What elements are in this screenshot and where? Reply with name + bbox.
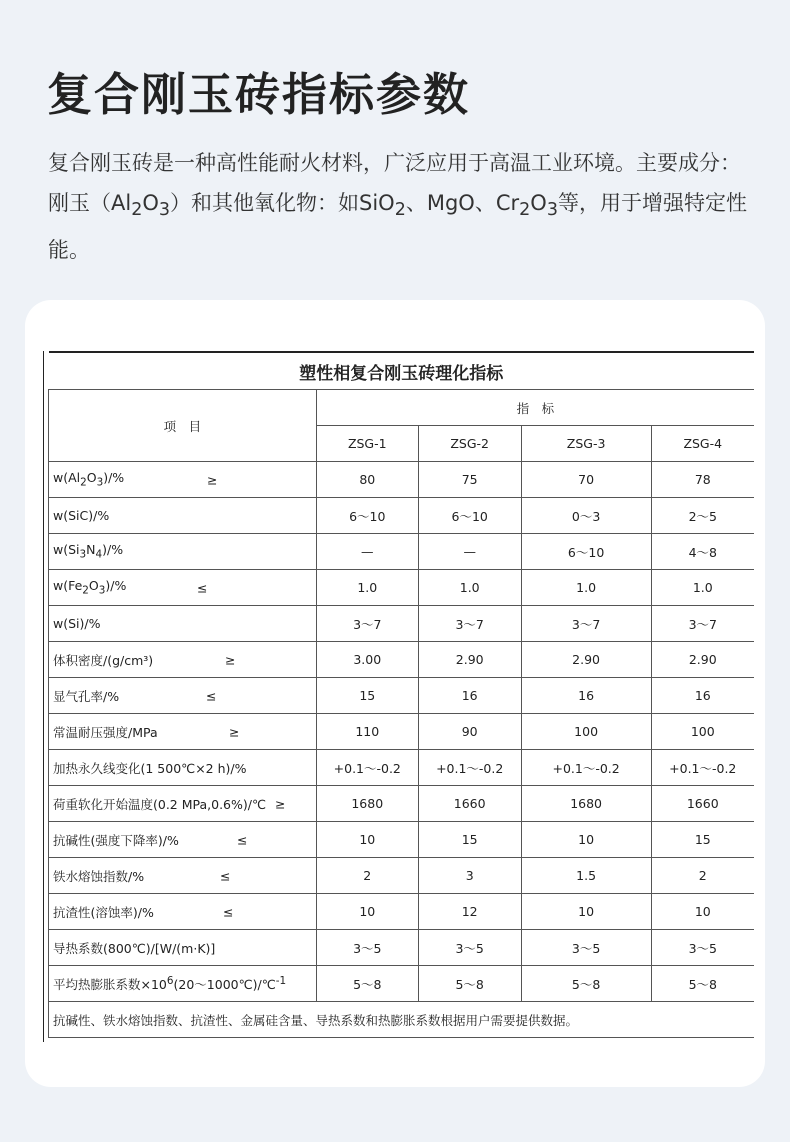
row-label: [49, 462, 317, 498]
row-label-text: 平均热膨胀系数$\times 10^6(20\sim 1000℃)/℃^{-1}$: [53, 974, 287, 992]
value-cell: 3.00: [316, 642, 418, 678]
intro-paragraph: 复合刚玉砖是一种高性能耐火材料，广泛应用于高温工业环境。主要成分：刚玉$(Al_2O_3)$和其他氧化物：如SiO$_2$、MgO、$Cr_2O_3$等，用于增强特定性能。: [48, 151, 747, 263]
value-cell: 5～8: [651, 966, 754, 1002]
row-label-text: 加热永久线变化(1 500℃×2 h)/%: [53, 760, 247, 776]
table-row: [49, 858, 755, 894]
value-cell: 5～8: [316, 966, 418, 1002]
row-label-text: $w(Si_3N_4)/\%$: [53, 542, 124, 561]
row-label: [49, 822, 317, 858]
row-label: [49, 894, 317, 930]
row-label: [49, 534, 317, 570]
table-row: [49, 534, 755, 570]
value-cell: 3～7: [418, 606, 521, 642]
spec-table: [48, 351, 754, 1038]
row-operator: ≥: [229, 724, 240, 739]
row-label: [49, 714, 317, 750]
value-cell: +0.1～-0.2: [651, 750, 754, 786]
value-cell: 2.90: [521, 642, 651, 678]
value-cell: 6～10: [418, 498, 521, 534]
column-header: ZSG-4: [651, 426, 754, 462]
row-label: [49, 966, 317, 1002]
value-cell: 1.0: [418, 570, 521, 606]
value-cell: 15: [316, 678, 418, 714]
table-row: [49, 930, 755, 966]
row-operator: ≤: [220, 868, 231, 883]
row-label-text: 显气孔率/%: [53, 688, 120, 704]
row-label-text: w(Si)/%: [53, 616, 101, 631]
table-row: [49, 570, 755, 606]
value-cell: 90: [418, 714, 521, 750]
table-row: [49, 714, 755, 750]
value-cell: +0.1～-0.2: [521, 750, 651, 786]
value-cell: 3: [418, 858, 521, 894]
table-row: [49, 894, 755, 930]
note-row: [49, 1002, 755, 1038]
column-header: ZSG-2: [418, 426, 521, 462]
value-cell: 10: [316, 894, 418, 930]
value-cell: 100: [521, 714, 651, 750]
value-cell: 78: [651, 462, 754, 498]
row-operator: ≤: [237, 832, 248, 847]
value-cell: —: [316, 534, 418, 570]
column-header: ZSG-3: [521, 426, 651, 462]
value-cell: 80: [316, 462, 418, 498]
spec-sheet: [43, 351, 765, 1042]
value-cell: 2: [316, 858, 418, 894]
value-cell: 3～7: [521, 606, 651, 642]
row-label-text: 铁水熔蚀指数/%: [53, 868, 145, 884]
row-label-text: 抗碱性(强度下降率)/%: [53, 832, 179, 848]
value-cell: 3～7: [316, 606, 418, 642]
value-cell: 5～8: [418, 966, 521, 1002]
row-label: [49, 642, 317, 678]
value-cell: +0.1～-0.2: [418, 750, 521, 786]
value-cell: 10: [651, 894, 754, 930]
value-cell: 70: [521, 462, 651, 498]
value-cell: 3～5: [651, 930, 754, 966]
value-cell: 5～8: [521, 966, 651, 1002]
value-cell: 110: [316, 714, 418, 750]
table-row: [49, 966, 755, 1002]
table-row: [49, 498, 755, 534]
value-cell: 2.90: [418, 642, 521, 678]
row-label-text: 体积密度/(g/cm³): [53, 652, 154, 668]
value-cell: 1660: [651, 786, 754, 822]
table-row: [49, 822, 755, 858]
value-cell: 4～8: [651, 534, 754, 570]
value-cell: 15: [651, 822, 754, 858]
value-cell: 16: [651, 678, 754, 714]
value-cell: 16: [418, 678, 521, 714]
value-cell: 75: [418, 462, 521, 498]
row-label-text: 荷重软化开始温度(0.2 MPa,0.6%)/℃: [53, 796, 267, 812]
value-cell: 3～5: [418, 930, 521, 966]
value-cell: 100: [651, 714, 754, 750]
row-label-text: 常温耐压强度/MPa: [53, 724, 158, 740]
page-title: 复合刚玉砖指标参数: [47, 68, 471, 121]
value-cell: 15: [418, 822, 521, 858]
value-cell: 3～5: [521, 930, 651, 966]
value-cell: 6～10: [316, 498, 418, 534]
value-cell: 0～3: [521, 498, 651, 534]
column-header: ZSG-1: [316, 426, 418, 462]
value-cell: 1.0: [316, 570, 418, 606]
value-cell: 1680: [316, 786, 418, 822]
row-label-text: $w(Al_2O_3)/\%$: [53, 470, 125, 489]
row-operator: ≤: [197, 580, 208, 595]
row-label-text: 抗渣性(溶蚀率)/%: [53, 904, 154, 920]
row-operator: ≤: [223, 904, 234, 919]
row-operator: ≥: [225, 652, 236, 667]
value-cell: 6～10: [521, 534, 651, 570]
row-label: [49, 570, 317, 606]
row-label: [49, 498, 317, 534]
value-cell: 1.5: [521, 858, 651, 894]
spec-card: [25, 300, 765, 1087]
row-operator: ≥: [207, 472, 218, 487]
row-label-text: 导热系数(800℃)/[W/(m·K)]: [53, 940, 216, 956]
table-row: [49, 462, 755, 498]
table-title: 塑性相复合刚玉砖理化指标: [49, 352, 755, 390]
value-cell: 2: [651, 858, 754, 894]
value-cell: 12: [418, 894, 521, 930]
value-cell: 1680: [521, 786, 651, 822]
row-label: [49, 858, 317, 894]
row-operator: ≤: [206, 688, 217, 703]
value-cell: 2～5: [651, 498, 754, 534]
indicator-header: 指 标: [316, 390, 754, 426]
table-note: 抗碱性、铁水熔蚀指数、抗渣性、金属硅含量、导热系数和热膨胀系数根据用户需要提供数据。: [49, 1002, 755, 1038]
value-cell: 1660: [418, 786, 521, 822]
value-cell: —: [418, 534, 521, 570]
row-operator: ≥: [275, 796, 286, 811]
row-label: [49, 606, 317, 642]
row-label: [49, 786, 317, 822]
table-row: [49, 786, 755, 822]
value-cell: 2.90: [651, 642, 754, 678]
item-header: 项 目: [49, 390, 317, 462]
row-label-text: $w(Fe_2O_3)/\%$: [53, 578, 127, 597]
table-row: [49, 750, 755, 786]
value-cell: 10: [521, 894, 651, 930]
table-row: [49, 606, 755, 642]
value-cell: 10: [316, 822, 418, 858]
value-cell: 3～7: [651, 606, 754, 642]
row-label: [49, 750, 317, 786]
table-row: [49, 642, 755, 678]
value-cell: 1.0: [651, 570, 754, 606]
value-cell: 10: [521, 822, 651, 858]
value-cell: 16: [521, 678, 651, 714]
row-label: [49, 678, 317, 714]
value-cell: 1.0: [521, 570, 651, 606]
row-label: [49, 930, 317, 966]
value-cell: +0.1～-0.2: [316, 750, 418, 786]
table-row: [49, 678, 755, 714]
value-cell: 3～5: [316, 930, 418, 966]
row-label-text: w(SiC)/%: [53, 508, 110, 523]
